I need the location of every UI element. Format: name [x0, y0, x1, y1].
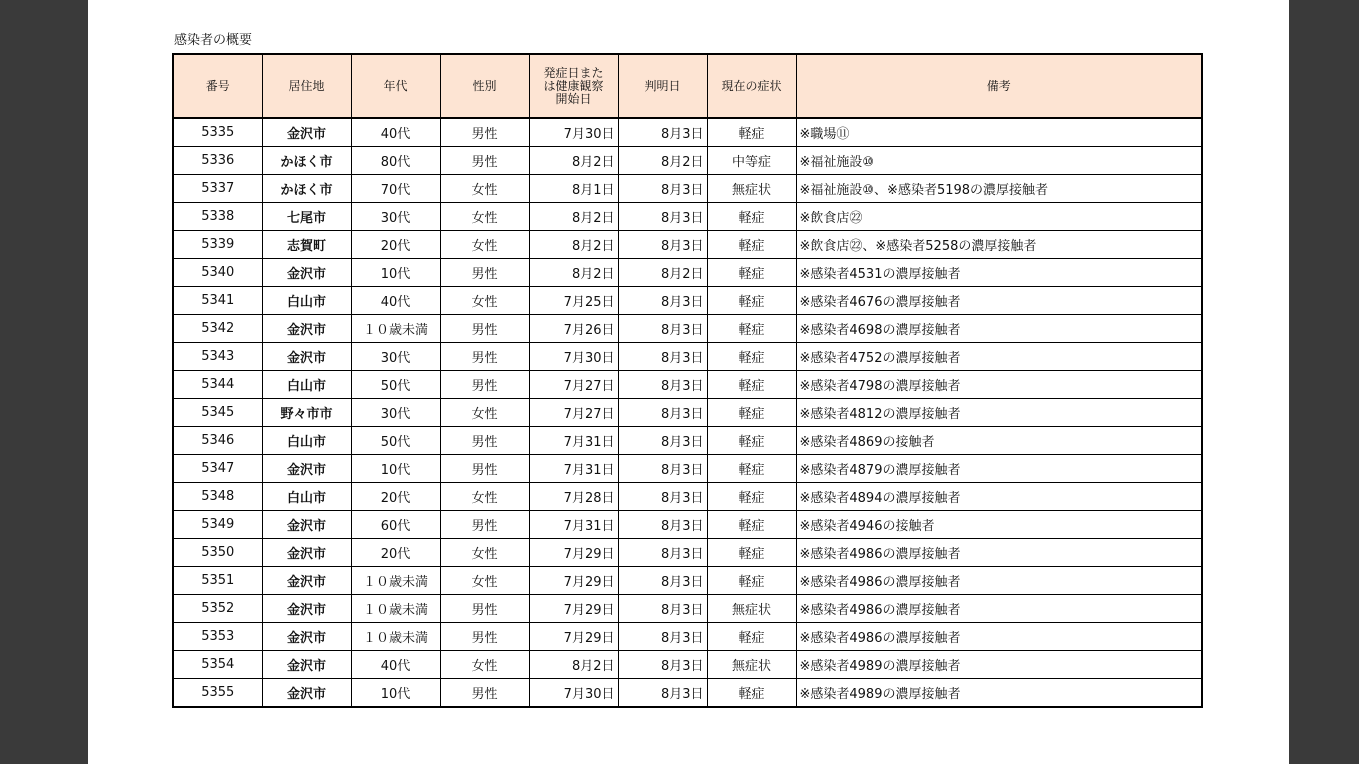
cell-number: 5348 — [173, 483, 262, 511]
cell-onset-date: 7月27日 — [529, 399, 618, 427]
cell-remarks: ※感染者4946の接触者 — [796, 511, 1202, 539]
cell-age: 40代 — [351, 118, 440, 147]
cell-sex: 女性 — [440, 399, 529, 427]
table-row — [173, 567, 1202, 595]
cell-sex: 男性 — [440, 427, 529, 455]
cell-confirmed-date: 8月3日 — [618, 651, 707, 679]
cell-sex: 男性 — [440, 595, 529, 623]
cell-number: 5343 — [173, 343, 262, 371]
cell-remarks: ※感染者4986の濃厚接触者 — [796, 539, 1202, 567]
cell-sex: 男性 — [440, 259, 529, 287]
table-row — [173, 287, 1202, 315]
cell-sex: 女性 — [440, 567, 529, 595]
cell-onset-date: 7月30日 — [529, 343, 618, 371]
cell-sex: 女性 — [440, 539, 529, 567]
cell-sex: 男性 — [440, 147, 529, 175]
table-row — [173, 455, 1202, 483]
cell-residence: 金沢市 — [262, 567, 351, 595]
cell-age: 40代 — [351, 287, 440, 315]
cell-symptoms: 軽症 — [707, 315, 796, 343]
table-row — [173, 315, 1202, 343]
table-row — [173, 539, 1202, 567]
cell-residence: 野々市市 — [262, 399, 351, 427]
cell-number: 5350 — [173, 539, 262, 567]
cell-symptoms: 軽症 — [707, 259, 796, 287]
cell-sex: 男性 — [440, 511, 529, 539]
cell-sex: 女性 — [440, 483, 529, 511]
document-page — [88, 0, 1289, 764]
cell-number: 5337 — [173, 175, 262, 203]
cell-sex: 女性 — [440, 287, 529, 315]
cell-number: 5346 — [173, 427, 262, 455]
cell-symptoms: 軽症 — [707, 371, 796, 399]
cell-residence: 金沢市 — [262, 595, 351, 623]
cell-age: 10代 — [351, 679, 440, 708]
table-row — [173, 623, 1202, 651]
cell-number: 5347 — [173, 455, 262, 483]
cell-onset-date: 8月2日 — [529, 147, 618, 175]
header-confirmed-date: 判明日 — [618, 54, 707, 118]
cell-number: 5349 — [173, 511, 262, 539]
table-row — [173, 343, 1202, 371]
table-row — [173, 427, 1202, 455]
cell-remarks: ※感染者4879の濃厚接触者 — [796, 455, 1202, 483]
cell-number: 5351 — [173, 567, 262, 595]
cell-number: 5336 — [173, 147, 262, 175]
cell-symptoms: 軽症 — [707, 399, 796, 427]
cell-remarks: ※感染者4986の濃厚接触者 — [796, 567, 1202, 595]
table-row — [173, 511, 1202, 539]
cell-onset-date: 7月31日 — [529, 511, 618, 539]
cell-remarks: ※感染者4531の濃厚接触者 — [796, 259, 1202, 287]
cell-number: 5353 — [173, 623, 262, 651]
cell-residence: 白山市 — [262, 287, 351, 315]
cell-residence: 金沢市 — [262, 118, 351, 147]
cell-confirmed-date: 8月2日 — [618, 259, 707, 287]
cell-symptoms: 軽症 — [707, 427, 796, 455]
table-row — [173, 147, 1202, 175]
cell-remarks: ※感染者4752の濃厚接触者 — [796, 343, 1202, 371]
cell-number: 5345 — [173, 399, 262, 427]
cell-onset-date: 7月31日 — [529, 455, 618, 483]
cell-symptoms: 軽症 — [707, 511, 796, 539]
cell-number: 5344 — [173, 371, 262, 399]
header-residence: 居住地 — [262, 54, 351, 118]
cell-remarks: ※感染者4676の濃厚接触者 — [796, 287, 1202, 315]
table-row — [173, 399, 1202, 427]
cell-residence: 金沢市 — [262, 511, 351, 539]
cell-onset-date: 7月29日 — [529, 539, 618, 567]
cell-age: 50代 — [351, 371, 440, 399]
cell-onset-date: 8月2日 — [529, 651, 618, 679]
cell-sex: 女性 — [440, 651, 529, 679]
cell-symptoms: 軽症 — [707, 231, 796, 259]
cell-number: 5355 — [173, 679, 262, 708]
cell-remarks: ※感染者4894の濃厚接触者 — [796, 483, 1202, 511]
cell-confirmed-date: 8月3日 — [618, 371, 707, 399]
header-age: 年代 — [351, 54, 440, 118]
cell-symptoms: 軽症 — [707, 455, 796, 483]
cell-symptoms: 無症状 — [707, 651, 796, 679]
cell-residence: 七尾市 — [262, 203, 351, 231]
cell-age: １０歳未満 — [351, 623, 440, 651]
table-row — [173, 651, 1202, 679]
cell-symptoms: 軽症 — [707, 287, 796, 315]
table-row — [173, 371, 1202, 399]
cell-confirmed-date: 8月3日 — [618, 118, 707, 147]
cell-confirmed-date: 8月3日 — [618, 511, 707, 539]
cell-remarks: ※感染者4812の濃厚接触者 — [796, 399, 1202, 427]
cell-residence: 金沢市 — [262, 455, 351, 483]
cell-age: 50代 — [351, 427, 440, 455]
cell-symptoms: 無症状 — [707, 175, 796, 203]
cell-confirmed-date: 8月3日 — [618, 175, 707, 203]
cell-number: 5338 — [173, 203, 262, 231]
cell-onset-date: 7月29日 — [529, 567, 618, 595]
header-sex: 性別 — [440, 54, 529, 118]
cell-sex: 男性 — [440, 343, 529, 371]
cell-sex: 男性 — [440, 623, 529, 651]
header-onset-date: 発症日また は健康観察 開始日 — [529, 54, 618, 118]
cases-table — [172, 53, 1203, 708]
cell-remarks: ※職場⑪ — [796, 118, 1202, 147]
cell-confirmed-date: 8月3日 — [618, 567, 707, 595]
header-remarks: 備考 — [796, 54, 1202, 118]
cell-remarks: ※飲食店㉒ — [796, 203, 1202, 231]
header-current-symptoms: 現在の症状 — [707, 54, 796, 118]
cell-remarks: ※飲食店㉒、※感染者5258の濃厚接触者 — [796, 231, 1202, 259]
cell-age: 60代 — [351, 511, 440, 539]
cell-number: 5352 — [173, 595, 262, 623]
table-row — [173, 679, 1202, 708]
cell-onset-date: 7月31日 — [529, 427, 618, 455]
cell-confirmed-date: 8月3日 — [618, 231, 707, 259]
cell-number: 5339 — [173, 231, 262, 259]
table-row — [173, 175, 1202, 203]
cell-confirmed-date: 8月3日 — [618, 539, 707, 567]
cell-confirmed-date: 8月3日 — [618, 623, 707, 651]
cell-age: 70代 — [351, 175, 440, 203]
cell-residence: 金沢市 — [262, 343, 351, 371]
cell-onset-date: 8月1日 — [529, 175, 618, 203]
cell-symptoms: 軽症 — [707, 483, 796, 511]
cell-confirmed-date: 8月3日 — [618, 455, 707, 483]
cell-symptoms: 軽症 — [707, 539, 796, 567]
cell-confirmed-date: 8月3日 — [618, 315, 707, 343]
cell-symptoms: 軽症 — [707, 118, 796, 147]
cell-age: 10代 — [351, 455, 440, 483]
cell-sex: 男性 — [440, 371, 529, 399]
cell-sex: 女性 — [440, 231, 529, 259]
cell-sex: 女性 — [440, 175, 529, 203]
cell-confirmed-date: 8月3日 — [618, 483, 707, 511]
cell-sex: 男性 — [440, 455, 529, 483]
cell-symptoms: 軽症 — [707, 343, 796, 371]
cell-residence: 白山市 — [262, 371, 351, 399]
cell-age: 40代 — [351, 651, 440, 679]
cell-age: 30代 — [351, 343, 440, 371]
table-row — [173, 203, 1202, 231]
table-header-row — [173, 54, 1202, 118]
cell-remarks: ※感染者4989の濃厚接触者 — [796, 679, 1202, 708]
cell-age: １０歳未満 — [351, 595, 440, 623]
cell-sex: 男性 — [440, 315, 529, 343]
cell-sex: 男性 — [440, 679, 529, 708]
cell-symptoms: 中等症 — [707, 147, 796, 175]
cell-number: 5341 — [173, 287, 262, 315]
cell-onset-date: 7月30日 — [529, 679, 618, 708]
table-caption: 感染者の概要 — [174, 33, 253, 48]
cell-onset-date: 7月27日 — [529, 371, 618, 399]
cell-symptoms: 軽症 — [707, 679, 796, 708]
table-row — [173, 231, 1202, 259]
cell-residence: かほく市 — [262, 147, 351, 175]
cell-residence: 金沢市 — [262, 315, 351, 343]
cell-residence: 志賀町 — [262, 231, 351, 259]
cell-onset-date: 7月29日 — [529, 595, 618, 623]
cell-onset-date: 7月25日 — [529, 287, 618, 315]
cell-number: 5354 — [173, 651, 262, 679]
cell-confirmed-date: 8月3日 — [618, 203, 707, 231]
cell-residence: 金沢市 — [262, 651, 351, 679]
cell-number: 5335 — [173, 118, 262, 147]
cell-remarks: ※感染者4986の濃厚接触者 — [796, 595, 1202, 623]
cell-onset-date: 8月2日 — [529, 231, 618, 259]
cell-remarks: ※感染者4986の濃厚接触者 — [796, 623, 1202, 651]
cell-remarks: ※福祉施設⑩ — [796, 147, 1202, 175]
cell-confirmed-date: 8月3日 — [618, 427, 707, 455]
cell-age: 20代 — [351, 539, 440, 567]
cell-symptoms: 無症状 — [707, 595, 796, 623]
cell-residence: 金沢市 — [262, 539, 351, 567]
cell-symptoms: 軽症 — [707, 567, 796, 595]
cell-age: 80代 — [351, 147, 440, 175]
cell-age: 30代 — [351, 399, 440, 427]
cell-residence: 白山市 — [262, 483, 351, 511]
cell-residence: 金沢市 — [262, 623, 351, 651]
cell-remarks: ※感染者4869の接触者 — [796, 427, 1202, 455]
cell-residence: 白山市 — [262, 427, 351, 455]
cell-onset-date: 7月26日 — [529, 315, 618, 343]
cell-residence: 金沢市 — [262, 259, 351, 287]
cell-remarks: ※感染者4698の濃厚接触者 — [796, 315, 1202, 343]
cell-sex: 男性 — [440, 118, 529, 147]
cell-number: 5342 — [173, 315, 262, 343]
cell-symptoms: 軽症 — [707, 203, 796, 231]
cell-confirmed-date: 8月3日 — [618, 399, 707, 427]
cell-onset-date: 7月30日 — [529, 118, 618, 147]
table-row — [173, 118, 1202, 147]
cell-onset-date: 8月2日 — [529, 203, 618, 231]
cell-age: １０歳未満 — [351, 567, 440, 595]
table-row — [173, 259, 1202, 287]
cell-remarks: ※感染者4798の濃厚接触者 — [796, 371, 1202, 399]
cell-onset-date: 7月29日 — [529, 623, 618, 651]
header-number: 番号 — [173, 54, 262, 118]
cell-residence: かほく市 — [262, 175, 351, 203]
cell-age: 10代 — [351, 259, 440, 287]
cell-age: 20代 — [351, 483, 440, 511]
cell-onset-date: 7月28日 — [529, 483, 618, 511]
cell-sex: 女性 — [440, 203, 529, 231]
cell-confirmed-date: 8月3日 — [618, 595, 707, 623]
cell-remarks: ※福祉施設⑩、※感染者5198の濃厚接触者 — [796, 175, 1202, 203]
table-row — [173, 595, 1202, 623]
cell-remarks: ※感染者4989の濃厚接触者 — [796, 651, 1202, 679]
cell-number: 5340 — [173, 259, 262, 287]
table-row — [173, 483, 1202, 511]
cell-confirmed-date: 8月3日 — [618, 343, 707, 371]
cell-confirmed-date: 8月2日 — [618, 147, 707, 175]
cell-onset-date: 8月2日 — [529, 259, 618, 287]
cell-age: 30代 — [351, 203, 440, 231]
cell-age: 20代 — [351, 231, 440, 259]
cell-age: １０歳未満 — [351, 315, 440, 343]
cell-confirmed-date: 8月3日 — [618, 679, 707, 708]
cell-residence: 金沢市 — [262, 679, 351, 708]
cell-symptoms: 軽症 — [707, 623, 796, 651]
cell-confirmed-date: 8月3日 — [618, 287, 707, 315]
